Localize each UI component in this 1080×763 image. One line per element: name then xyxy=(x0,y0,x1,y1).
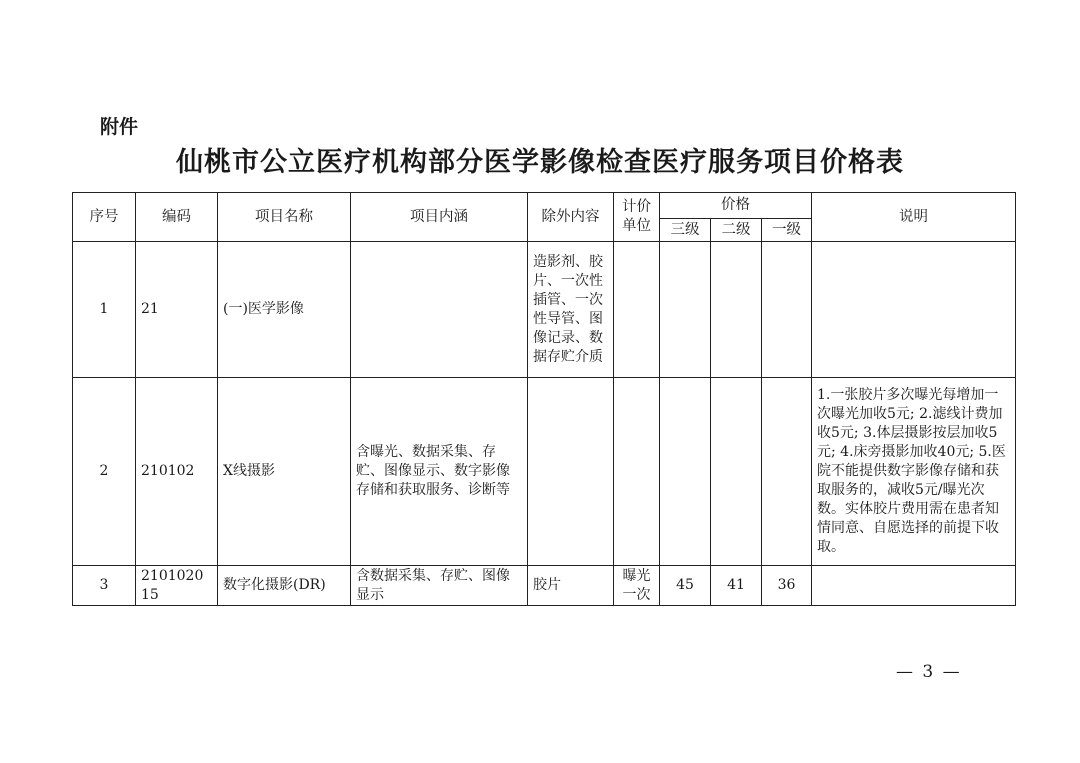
row-price-1 xyxy=(762,242,812,378)
header-price-level-3: 三级 xyxy=(660,219,711,242)
header-price-level-2: 二级 xyxy=(711,219,762,242)
document-title: 仙桃市公立医疗机构部分医学影像检查医疗服务项目价格表 xyxy=(176,147,904,178)
row-exclusions xyxy=(528,378,614,566)
row-price-1: 36 xyxy=(762,566,812,606)
row-exclusions: 造影剂、胶片、一次性插管、一次性导管、图像记录、数据存贮介质 xyxy=(528,242,614,378)
page-number: — 3 — xyxy=(896,662,962,682)
row-name: (一)医学影像 xyxy=(218,242,351,378)
row-name: X线摄影 xyxy=(218,378,351,566)
header-price: 价格 xyxy=(660,193,812,219)
row-name: 数字化摄影(DR) xyxy=(218,566,351,606)
price-table xyxy=(72,192,1016,606)
header-code: 编码 xyxy=(136,193,218,242)
header-exclusions: 除外内容 xyxy=(528,193,614,242)
row-code: 210102 xyxy=(136,378,218,566)
row-price-3 xyxy=(660,242,711,378)
header-unit: 计价单位 xyxy=(614,193,660,242)
row-unit: 曝光一次 xyxy=(614,566,660,606)
row-price-2 xyxy=(711,378,762,566)
row-price-1 xyxy=(762,378,812,566)
header-content: 项目内涵 xyxy=(351,193,528,242)
row-note xyxy=(812,242,1016,378)
attachment-label: 附件 xyxy=(100,116,139,138)
header-name: 项目名称 xyxy=(218,193,351,242)
row-price-3: 45 xyxy=(660,566,711,606)
row-code: 210102015 xyxy=(136,566,218,606)
row-content xyxy=(351,242,528,378)
row-price-2: 41 xyxy=(711,566,762,606)
header-note: 说明 xyxy=(812,193,1016,242)
row-price-2 xyxy=(711,242,762,378)
row-no: 2 xyxy=(73,378,136,566)
row-unit xyxy=(614,242,660,378)
table-row xyxy=(73,242,1016,378)
row-exclusions: 胶片 xyxy=(528,566,614,606)
row-no: 3 xyxy=(73,566,136,606)
row-no: 1 xyxy=(73,242,136,378)
row-unit xyxy=(614,378,660,566)
row-note: 1.一张胶片多次曝光每增加一次曝光加收5元; 2.滤线计费加收5元; 3.体层摄影按层加收5元; 4.床旁摄影加收40元; 5.医院不能提供数字影像存储和获取服务的，减收5元/曝光次数。实体胶片费用需在患者知情同意、自愿选择的前提下收取。 xyxy=(812,378,1016,566)
row-content: 含数据采集、存贮、图像显示 xyxy=(351,566,528,606)
row-price-3 xyxy=(660,378,711,566)
table-row xyxy=(73,378,1016,566)
header-price-level-1: 一级 xyxy=(762,219,812,242)
row-code: 21 xyxy=(136,242,218,378)
row-content: 含曝光、数据采集、存贮、图像显示、数字影像存储和获取服务、诊断等 xyxy=(351,378,528,566)
row-note xyxy=(812,566,1016,606)
table-row xyxy=(73,566,1016,606)
header-no: 序号 xyxy=(73,193,136,242)
